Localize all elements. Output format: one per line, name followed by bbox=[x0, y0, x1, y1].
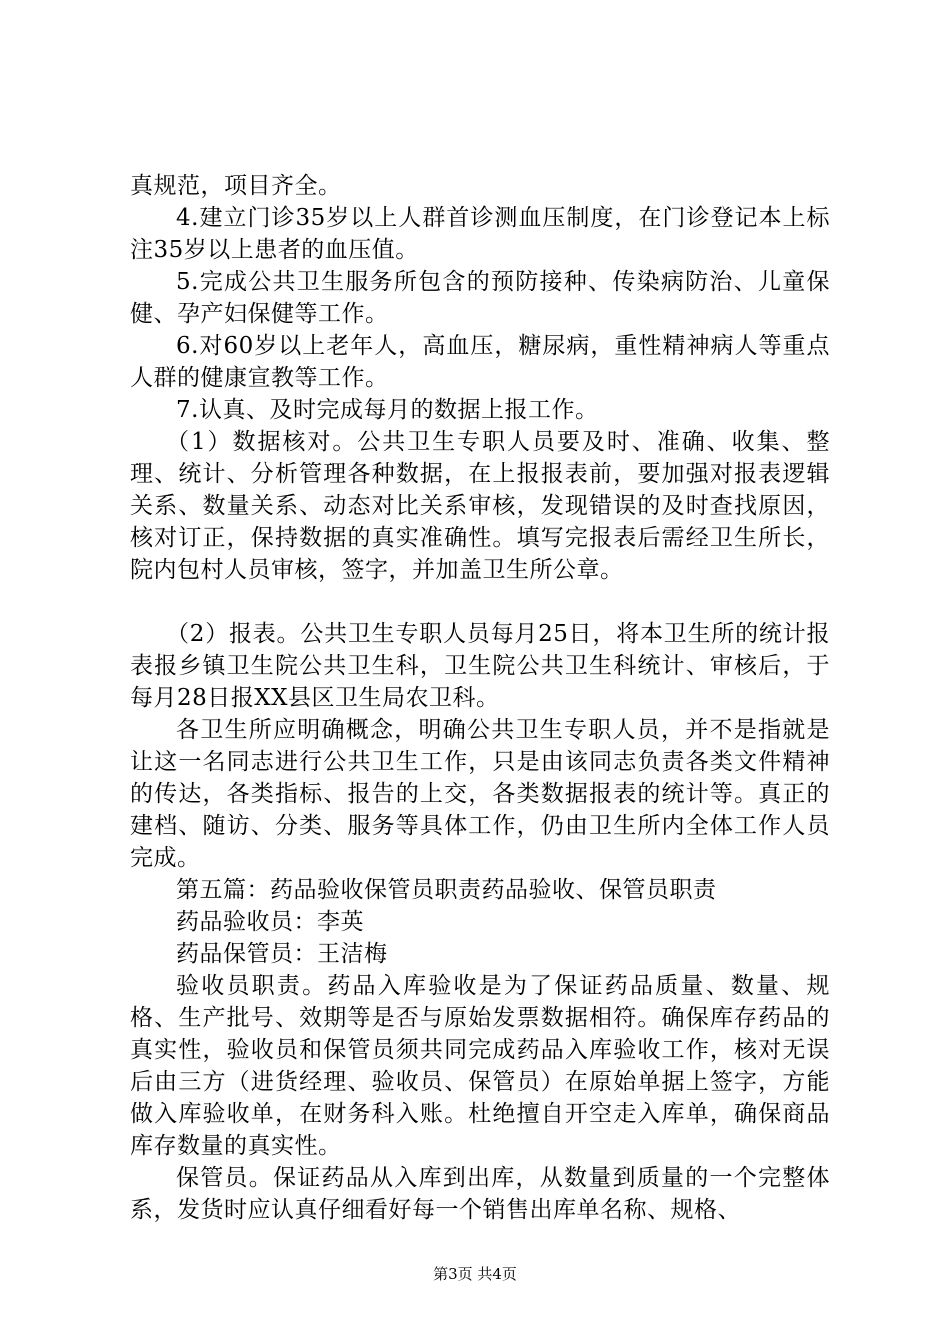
paragraph-item-4: 4.建立门诊35岁以上人群首诊测血压制度，在门诊登记本上标注35岁以上患者的血压值。 bbox=[130, 205, 830, 263]
paragraph-item-6: 6.对60岁以上老年人，高血压，糖尿病，重性精神病人等重点人群的健康宣教等工作。 bbox=[130, 333, 830, 391]
acceptance-officer: 药品验收员：李英 bbox=[176, 909, 364, 935]
paragraph-storage-duties: 保管员。保证药品从入库到出库，从数量到质量的一个完整体系，发货时应认真仔细看好每一个销售出库单名称、规格、 bbox=[130, 1165, 830, 1223]
paragraph-data-check: （1）数据核对。公共卫生专职人员要及时、准确、收集、整理、统计、分析管理各种数据，在上报报表前，要加强对报表逻辑关系、数量关系、动态对比关系审核，发现错误的及时查找原因，核对订正，保持数据的真实准确性。填写完报表后需经卫生所长，院内包村人员审核，签字，并加盖卫生所公章。 bbox=[130, 429, 830, 583]
paragraph-item-7: 7.认真、及时完成每月的数据上报工作。 bbox=[176, 397, 599, 423]
storage-officer: 药品保管员：王洁梅 bbox=[176, 941, 388, 967]
section-heading: 第五篇：药品验收保管员职责药品验收、保管员职责 bbox=[176, 877, 717, 903]
paragraph-report: （2）报表。公共卫生专职人员每月25日，将本卫生所的统计报表报乡镇卫生院公共卫生科，卫生院公共卫生科统计、审核后，于每月28日报XX县区卫生局农卫科。 bbox=[130, 621, 830, 711]
paragraph-acceptance-duties: 验收员职责。药品入库验收是为了保证药品质量、数量、规格、生产批号、效期等是否与原始发票数据相符。确保库存药品的真实性，验收员和保管员须共同完成药品入库验收工作，核对无误后由三方（进货经理、验收员、保管员）在原始单据上签字，方能做入库验收单，在财务科入账。杜绝擅自开空走入库单，确保商品库存数量的真实性。 bbox=[130, 973, 830, 1159]
paragraph-item-5: 5.完成公共卫生服务所包含的预防接种、传染病防治、儿童保健、孕产妇保健等工作。 bbox=[130, 269, 830, 327]
page-footer: 第3页 共4页 bbox=[433, 1265, 517, 1283]
paragraph-continuation: 真规范，项目齐全。 bbox=[130, 173, 342, 199]
document-body bbox=[130, 170, 830, 1226]
paragraph-spacer bbox=[130, 586, 830, 618]
paragraph-concept: 各卫生所应明确概念，明确公共卫生专职人员，并不是指就是让这一名同志进行公共卫生工作，只是由该同志负责各类文件精神的传达，各类指标、报告的上交，各类数据报表的统计等。真正的建档、随访、分类、服务等具体工作，仍由卫生所内全体工作人员完成。 bbox=[130, 717, 830, 871]
